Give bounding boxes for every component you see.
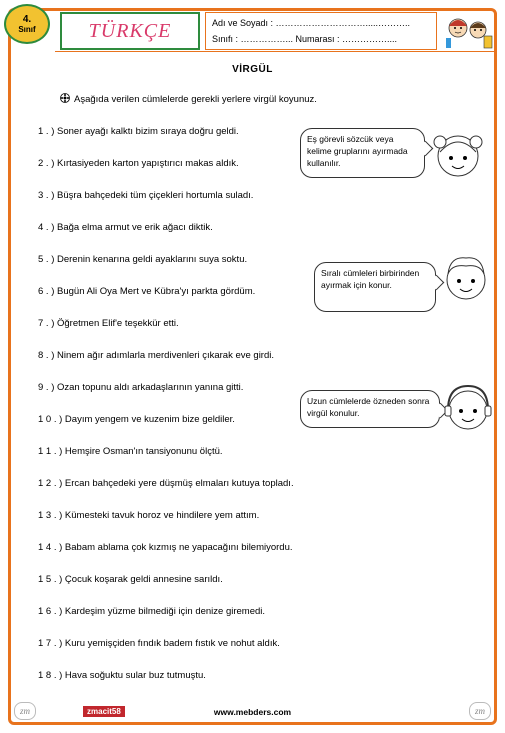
footer-site-link[interactable]: www.mebders.com — [213, 707, 292, 717]
grade-badge — [4, 4, 50, 44]
question-12[interactable]: 1 2 . ) Ercan bahçedeki yere düşmüş elmaları kutuya topladı. — [38, 478, 294, 489]
question-7[interactable]: 7 . ) Öğretmen Elif'e teşekkür etti. — [38, 318, 179, 329]
question-11[interactable]: 1 1 . ) Hemşire Osman'ın tansiyonunu ölçtü. — [38, 446, 223, 457]
children-illustration-icon — [440, 12, 495, 50]
question-2[interactable]: 2 . ) Kırtasiyeden karton yapıştırıcı makas aldık. — [38, 158, 239, 169]
rule-bubble-1: Eş görevli sözcük veya kelime gruplarını ayırmada kullanılır. — [300, 128, 425, 178]
question-13[interactable]: 1 3 . ) Kümesteki tavuk horoz ve hindilere yem attım. — [38, 510, 260, 521]
instruction — [60, 93, 317, 105]
grade-number: 4. — [22, 14, 32, 25]
question-10[interactable]: 1 0 . ) Dayım yengem ve kuzenim bize geldiler. — [38, 414, 235, 425]
header-divider — [55, 51, 497, 52]
question-17[interactable]: 1 7 . ) Kuru yemişçiden fındık badem fıstık ve nohut aldık. — [38, 638, 280, 649]
question-4[interactable]: 4 . ) Bağa elma armut ve erik ağacı diktik. — [38, 222, 213, 233]
question-9[interactable]: 9 . ) Ozan topunu aldı arkadaşlarının yanına gitti. — [38, 382, 244, 393]
flower-bullet-icon — [60, 93, 70, 103]
student-info-box — [205, 12, 437, 50]
question-1[interactable]: 1 . ) Soner ayağı kalktı bizim sıraya doğru geldi. — [38, 126, 239, 137]
grade-label: Sınıf — [18, 25, 36, 34]
question-16[interactable]: 1 6 . ) Kardeşim yüzme bilmediği için denize giremedi. — [38, 606, 266, 617]
question-15[interactable]: 1 5 . ) Çocuk koşarak geldi annesine sarıldı. — [38, 574, 223, 585]
rule-bubble-3: Uzun cümlelerde özneden sonra virgül konulur. — [300, 390, 440, 428]
footer-logo: zmacit58 — [83, 706, 125, 717]
instruction-text: Aşağıda verilen cümlelerde gerekli yerlere virgül koyunuz. — [74, 94, 317, 105]
question-3[interactable]: 3 . ) Büşra bahçedeki tüm çiçekleri hortumla suladı. — [38, 190, 254, 201]
question-18[interactable]: 1 8 . ) Hava soğuktu sular buz tutmuştu. — [38, 670, 206, 681]
name-field[interactable]: Adı ve Soyadı : ………………………….....……….. — [212, 18, 411, 28]
rule-bubble-2: Sıralı cümleleri birbirinden ayırmak için konur. — [314, 262, 436, 312]
question-6[interactable]: 6 . ) Bugün Ali Oya Mert ve Kübra'yı parkta gördüm. — [38, 286, 256, 297]
page-title: VİRGÜL — [232, 64, 273, 75]
girl-headphones-face-icon — [442, 380, 494, 438]
question-14[interactable]: 1 4 . ) Babam ablama çok kızmış ne yapacağını bilemiyordu. — [38, 542, 293, 553]
question-5[interactable]: 5 . ) Derenin kenarına geldi ayaklarını suya soktu. — [38, 254, 248, 265]
corner-mark-right: zm — [469, 702, 491, 720]
class-number-field[interactable]: Sınıfı : ……………... Numarası : …………….... — [212, 34, 398, 44]
subject-title: TÜRKÇE — [60, 12, 200, 50]
question-8[interactable]: 8 . ) Ninem ağır adımlarla merdivenleri çıkarak eve girdi. — [38, 350, 275, 361]
boy-face-icon — [440, 250, 492, 306]
girl-face-icon — [432, 128, 484, 184]
page-frame — [8, 8, 497, 725]
corner-mark-left: zm — [14, 702, 36, 720]
